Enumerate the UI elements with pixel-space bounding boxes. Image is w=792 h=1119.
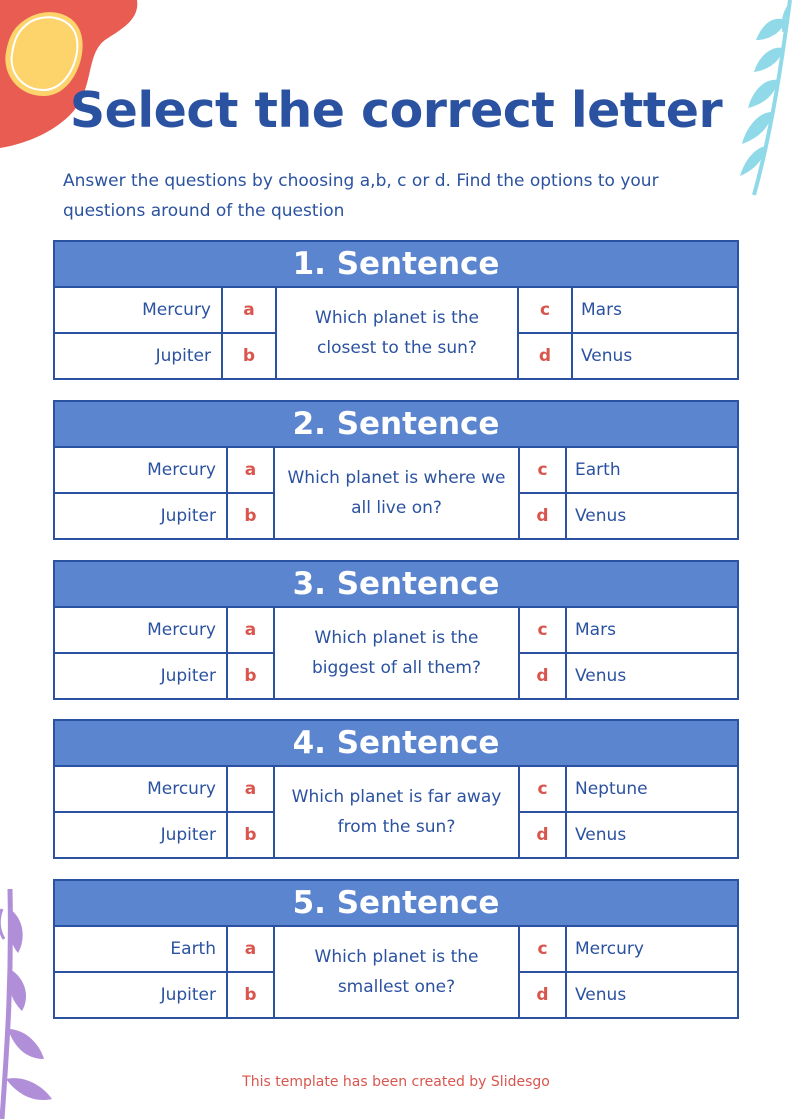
letter-d: d bbox=[520, 971, 565, 1017]
letter-c: c bbox=[537, 779, 548, 799]
option-d-text: Venus bbox=[567, 811, 737, 857]
letter-a: a bbox=[244, 460, 257, 480]
footer-credit: This template has been created by Slidesgo bbox=[242, 1074, 550, 1090]
option-b-text: Jupiter bbox=[55, 811, 226, 857]
option-d-text: Venus bbox=[567, 971, 737, 1017]
sentence-block-4 bbox=[53, 719, 739, 859]
option-c-text: Mars bbox=[581, 300, 622, 320]
question-text: Which planet is the closest to the sun? bbox=[315, 308, 479, 358]
letter-b: b bbox=[228, 971, 273, 1017]
sentence-header: 3. Sentence bbox=[55, 562, 737, 608]
letter-b: b bbox=[228, 492, 273, 538]
letter-b: b bbox=[228, 652, 273, 698]
letter-d: d bbox=[520, 492, 565, 538]
letter-c: c bbox=[537, 460, 548, 480]
letter-c: c bbox=[537, 939, 548, 959]
letter-b: b bbox=[228, 811, 273, 857]
sentence-block-5 bbox=[53, 879, 739, 1019]
option-a-text: Mercury bbox=[147, 620, 216, 640]
sentence-header: 1. Sentence bbox=[55, 242, 737, 288]
letter-d: d bbox=[520, 811, 565, 857]
sentence-header: 5. Sentence bbox=[55, 881, 737, 927]
option-d-text: Venus bbox=[567, 652, 737, 698]
sentence-block-3 bbox=[53, 560, 739, 700]
sentence-header: 4. Sentence bbox=[55, 721, 737, 767]
option-c-text: Neptune bbox=[575, 779, 648, 799]
question-text: Which planet is the biggest of all them? bbox=[311, 628, 482, 678]
option-b-text: Jupiter bbox=[55, 492, 226, 538]
letter-a: a bbox=[244, 939, 257, 959]
page-title: Select the correct letter bbox=[69, 82, 723, 139]
option-a-text: Earth bbox=[170, 939, 216, 959]
option-d-text: Venus bbox=[573, 332, 737, 378]
question-text: Which planet is the smallest one? bbox=[314, 947, 479, 997]
letter-b: b bbox=[223, 332, 275, 378]
letter-c: c bbox=[537, 620, 548, 640]
sentence-block-1 bbox=[53, 240, 739, 380]
instructions-text: Answer the questions by choosing a,b, c or d. Find the options to your questions around of the question bbox=[63, 171, 659, 221]
question-text: Which planet is far away from the sun? bbox=[291, 787, 502, 837]
option-c-text: Earth bbox=[575, 460, 621, 480]
option-b-text: Jupiter bbox=[55, 971, 226, 1017]
letter-a: a bbox=[244, 779, 257, 799]
option-b-text: Jupiter bbox=[55, 332, 221, 378]
question-text: Which planet is where we all live on? bbox=[287, 468, 506, 518]
letter-a: a bbox=[244, 620, 257, 640]
letter-c: c bbox=[539, 300, 551, 320]
letter-a: a bbox=[243, 300, 255, 320]
option-a-text: Mercury bbox=[142, 300, 211, 320]
option-b-text: Jupiter bbox=[55, 652, 226, 698]
sentence-header: 2. Sentence bbox=[55, 402, 737, 448]
option-c-text: Mercury bbox=[575, 939, 644, 959]
option-d-text: Venus bbox=[567, 492, 737, 538]
sentence-block-2 bbox=[53, 400, 739, 540]
letter-d: d bbox=[519, 332, 571, 378]
option-a-text: Mercury bbox=[147, 460, 216, 480]
option-c-text: Mars bbox=[575, 620, 616, 640]
option-a-text: Mercury bbox=[147, 779, 216, 799]
letter-d: d bbox=[520, 652, 565, 698]
